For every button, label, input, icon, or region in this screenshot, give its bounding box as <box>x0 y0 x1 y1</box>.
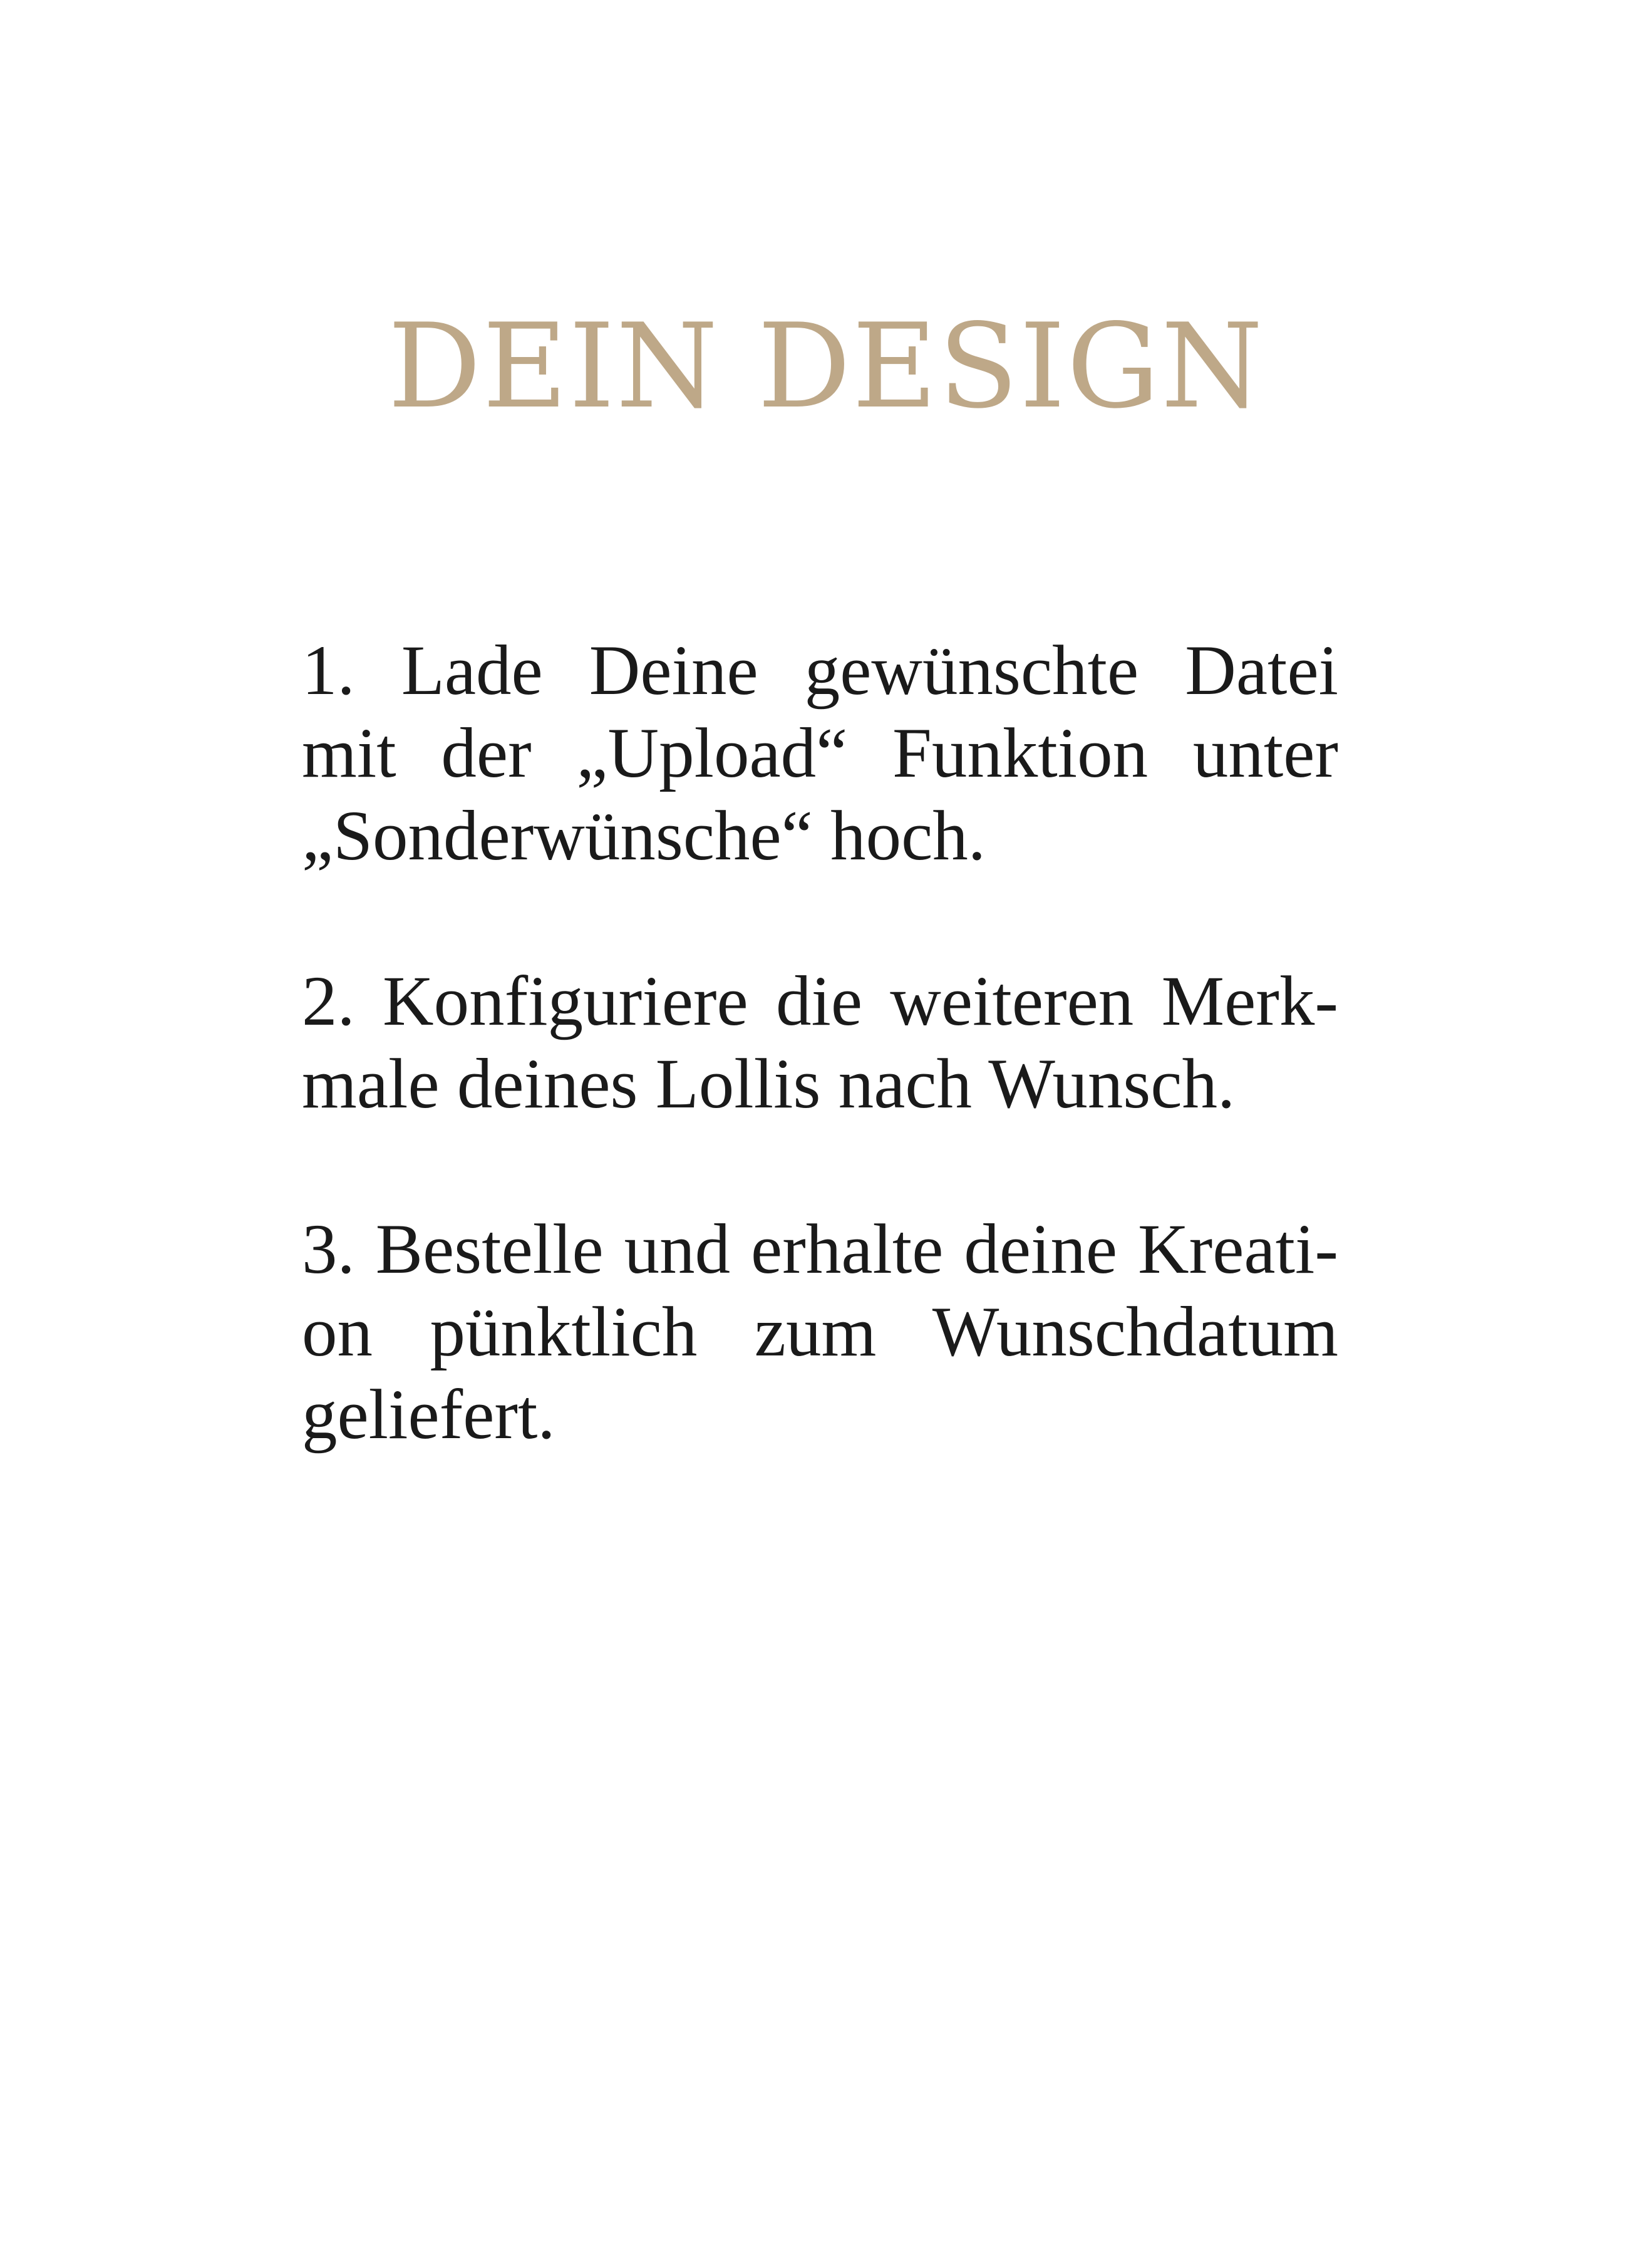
step-1-line-1: 1. Lade Deine gewünschte Datei <box>302 631 1338 710</box>
step-3-line-2: on pünktlich zum Wunschdatum <box>302 1293 1338 1371</box>
steps-list <box>302 629 1338 1456</box>
step-2-line-1: 2. Konfiguriere die weiteren Merk- <box>302 962 1338 1040</box>
page-title: DEIN DESIGN <box>388 298 1264 434</box>
step-2 <box>302 960 1338 1126</box>
step-1 <box>302 629 1338 878</box>
step-1-line-2: mit der „Upload“ Funktion unter <box>302 714 1338 792</box>
step-3 <box>302 1208 1338 1456</box>
step-3-line-3: geliefert. <box>302 1375 555 1454</box>
step-2-line-2: male deines Lollis nach Wunsch. <box>302 1045 1236 1123</box>
step-3-line-1: 3. Bestelle und erhalte deine Kreati- <box>302 1210 1338 1288</box>
step-1-line-3: „Sonderwünsche“ hoch. <box>302 797 986 875</box>
